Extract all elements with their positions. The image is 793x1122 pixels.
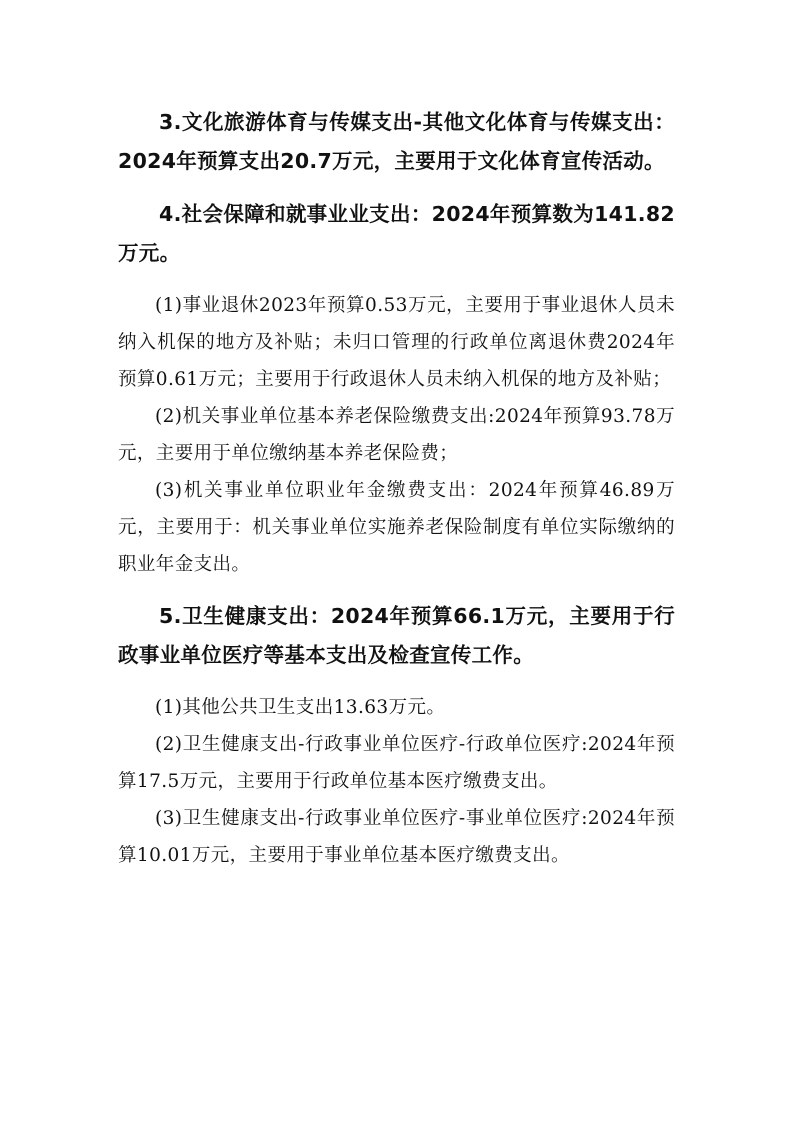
section-4-item-1-retirement: (1)事业退休2023年预算0.53万元，主要用于事业退休人员未纳入机保的地方及补贴；未归口管理的行政单位离退休费2024年预算0.61万元；主要用于行政退休人员未纳入机保的地方及补贴； [118,295,675,390]
section-5-health: 5.卫生健康支出：2024年预算66.1万元，主要用于行政事业单位医疗等基本支出及检查宣传工作。 [118,604,675,667]
section-3-culture-tourism-sports-media: 3.文化旅游体育与传媒支出-其他文化体育与传媒支出：2024年预算支出20.7万元，主要用于文化体育宣传活动。 [118,110,675,173]
section-5-item-3-institution-medical: (3)卫生健康支出-行政事业单位医疗-事业单位医疗:2024年预算10.01万元，主要用于事业单位基本医疗缴费支出。 [118,808,675,866]
section-4-social-security-employment: 4.社会保障和就事业业支出：2024年预算数为141.82万元。 [118,202,675,265]
section-4-item-2-basic-pension: (2)机关事业单位基本养老保险缴费支出:2024年预算93.78万元，主要用于单位缴纳基本养老保险费； [118,406,675,464]
section-5-item-1-other-public-health: (1)其他公共卫生支出13.63万元。 [155,697,446,718]
section-4-item-3-occupational-annuity: (3)机关事业单位职业年金缴费支出：2024年预算46.89万元，主要用于：机关事业单位实施养老保险制度有单位实际缴纳的职业年金支出。 [118,480,675,575]
section-5-item-2-administrative-medical: (2)卫生健康支出-行政事业单位医疗-行政单位医疗:2024年预算17.5万元，主要用于行政单位基本医疗缴费支出。 [118,734,675,792]
